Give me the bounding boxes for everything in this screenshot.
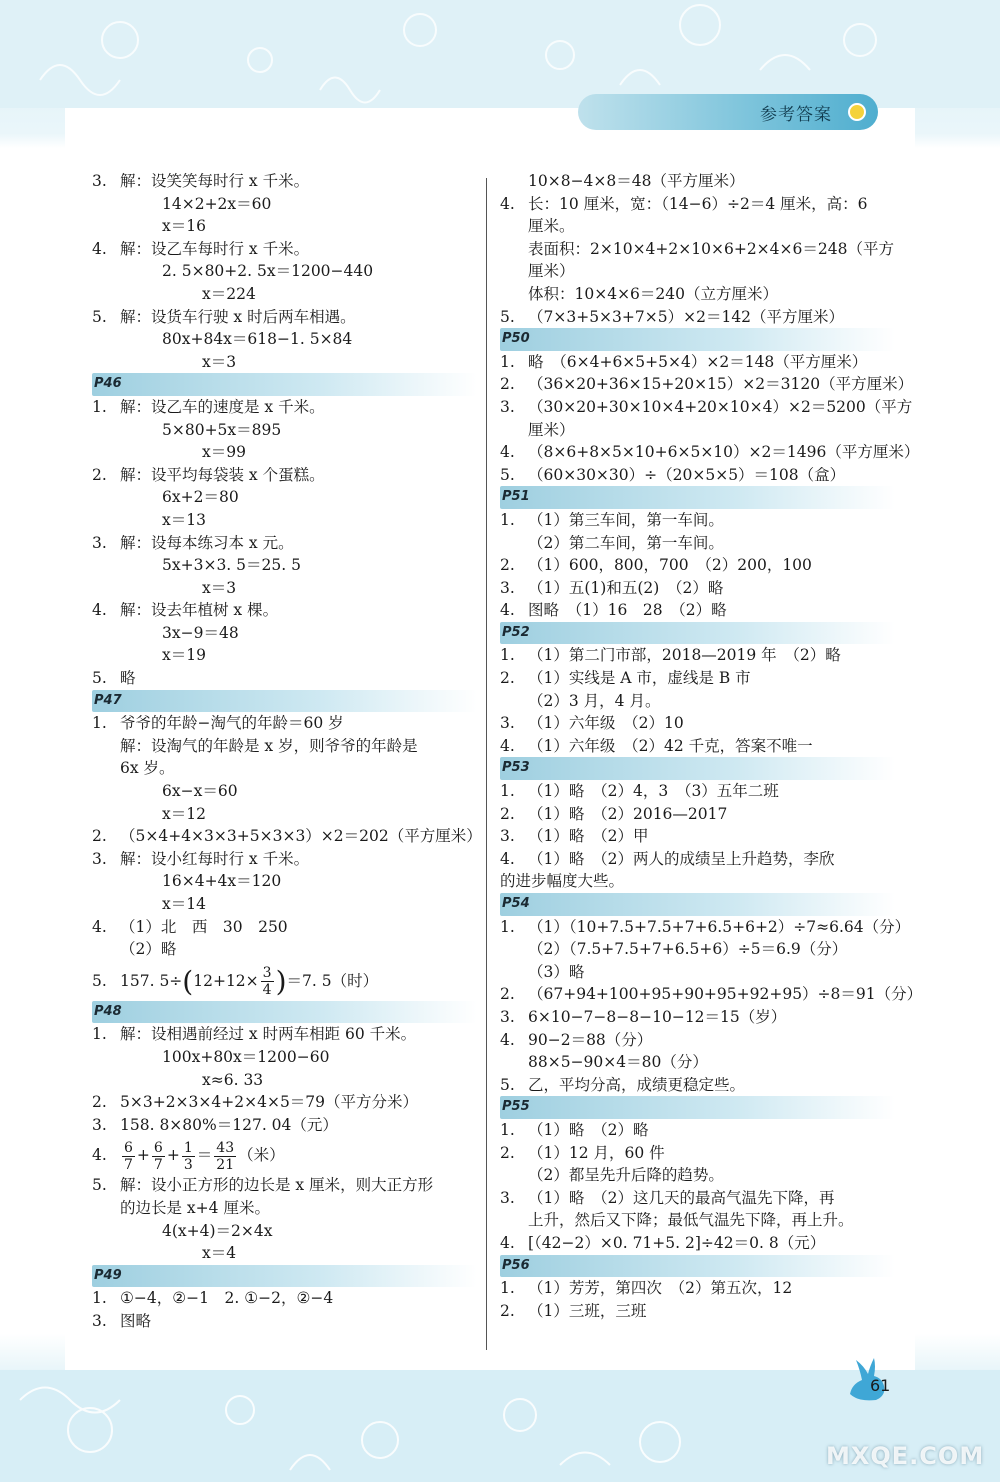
answer-line: （2）都呈先升后降的趋势。 xyxy=(528,1166,724,1185)
item-number: 3. xyxy=(92,1311,107,1330)
answer-line xyxy=(92,848,477,871)
answer-line xyxy=(500,306,895,329)
section-header: P51 xyxy=(500,486,895,509)
answer-text: （1）略 （2）这几天的最高气温先下降，再 xyxy=(528,1188,835,1207)
answer-line xyxy=(500,1006,895,1029)
item-number: 2. xyxy=(500,985,515,1004)
answer-line: 10×8−4×8＝48（平方厘米） xyxy=(528,172,745,190)
answer-line xyxy=(92,306,477,329)
section-header: P54 xyxy=(500,893,895,916)
answer-line: 14×2+2x＝60 xyxy=(162,194,272,213)
answer-line xyxy=(92,1114,477,1137)
answer-line: x＝16 xyxy=(162,217,206,236)
fraction xyxy=(122,1140,135,1173)
numerator: 43 xyxy=(216,1139,235,1156)
answer-text: 解：设小红每时行 x 千米。 xyxy=(120,849,310,868)
answer-text: （1）五(1)和五(2) （2）略 xyxy=(528,578,724,597)
answer-line xyxy=(92,170,477,193)
section-header: P55 xyxy=(500,1096,895,1119)
answer-line xyxy=(92,532,477,555)
answer-line xyxy=(500,1074,895,1097)
item-number: 2. xyxy=(500,1143,515,1162)
answer-line: （2）3 月，4 月。 xyxy=(528,691,661,710)
answer-line xyxy=(500,780,895,803)
answer-text: （1）12 月，60 件 xyxy=(528,1143,665,1162)
section-header: P50 xyxy=(500,328,895,351)
item-number: 2. xyxy=(500,804,515,823)
answer-text: （1）六年级 （2）10 xyxy=(528,714,684,733)
item-number: 2. xyxy=(92,827,107,846)
answer-text: 解：设每本练习本 x 元。 xyxy=(120,533,294,552)
answer-line: 体积：10×4×6＝240（立方厘米） xyxy=(528,284,779,303)
answer-line: x＝12 xyxy=(162,804,206,823)
answer-text: 6×10−7−8−8−10−12＝15（岁） xyxy=(528,1007,787,1026)
answer-line: x＝3 xyxy=(202,352,237,371)
item-number: 2. xyxy=(500,375,515,394)
answer-line: （3）略 xyxy=(528,962,585,981)
answer-text: 乙，平均分高，成绩更稳定些。 xyxy=(528,1075,746,1094)
item-number: 3. xyxy=(500,1188,515,1207)
section-header: P48 xyxy=(92,1001,477,1024)
section-header: P49 xyxy=(92,1265,477,1288)
answer-line xyxy=(500,351,895,374)
item-number: 4. xyxy=(500,849,515,868)
item-number: 4. xyxy=(92,601,107,620)
answer-text: 解：设平均每袋装 x 个蛋糕。 xyxy=(120,465,325,484)
answer-text: （1）略 （2）两人的成绩呈上升趋势，李欣 xyxy=(528,849,835,868)
item-number: 2. xyxy=(92,465,107,484)
answer-line: 的边长是 x+4 厘米。 xyxy=(120,1198,270,1217)
answer-text: （36×20+36×15+20×15）×2＝3120（平方厘米） xyxy=(528,375,914,394)
denominator: 4 xyxy=(262,982,272,999)
section-header: P46 xyxy=(92,373,477,396)
item-number: 1. xyxy=(92,1289,107,1308)
answer-text: （1）实线是 A 市，虚线是 B 市 xyxy=(528,669,751,688)
answer-line: 16×4+4x＝120 xyxy=(162,872,282,891)
answer-line xyxy=(92,712,477,735)
answer-line: 解：设淘气的年龄是 x 岁，则爷爷的年龄是 xyxy=(120,736,418,755)
section-header: P53 xyxy=(500,757,895,780)
answer-line: 80x+84x＝618−1. 5×84 xyxy=(162,330,353,349)
answer-line: 5×80+5x＝895 xyxy=(162,420,282,439)
item-number: 3. xyxy=(92,172,107,190)
left-column xyxy=(92,170,482,1333)
answer-line xyxy=(500,644,895,667)
answer-line xyxy=(92,1310,477,1333)
answer-line xyxy=(500,554,895,577)
item-number: 1. xyxy=(500,1120,515,1139)
answer-text: （8×6+8×5×10+6×5×10）×2＝1496（平方厘米） xyxy=(528,443,920,462)
answer-line: 88×5−90×4＝80（分） xyxy=(528,1053,708,1072)
answer-text: （米） xyxy=(238,1146,285,1165)
answer-line: 厘米） xyxy=(528,420,575,439)
item-number: 4. xyxy=(500,443,515,462)
answer-line xyxy=(500,848,895,871)
answer-line xyxy=(500,1232,895,1255)
answer-line: 4. $\frac{6}{7}$ + $\frac{6}{7}$ + $\frac{1}{3}$ ＝ $\frac{43}{21}$ （米） xyxy=(92,1136,477,1174)
answer-text: 解：设货车行驶 x 时后两车相遇。 xyxy=(120,307,356,326)
item-number: 3. xyxy=(92,1115,107,1134)
fraction xyxy=(152,1140,165,1173)
item-number: 1. xyxy=(500,782,515,801)
item-number: 3. xyxy=(92,849,107,868)
item-number: 2. xyxy=(500,1301,515,1320)
answer-text: （1）（10+7.5+7.5+7+6.5+6+2）÷7≈6.64（分） xyxy=(528,917,911,936)
answer-line: 100x+80x＝1200−60 xyxy=(162,1047,330,1066)
answer-text: （7×3+5×3+7×5）×2＝142（平方厘米） xyxy=(528,307,845,326)
answer-line: （2）第二车间，第一车间。 xyxy=(528,533,724,552)
item-number: 3. xyxy=(500,397,515,416)
answer-line xyxy=(92,238,477,261)
denominator: 3 xyxy=(183,1156,193,1173)
section-header: P47 xyxy=(92,690,477,713)
right-column xyxy=(500,170,923,1322)
answer-line xyxy=(92,396,477,419)
item-number: 1. xyxy=(500,510,515,529)
item-number: 3. xyxy=(500,827,515,846)
answer-text: 解：设小正方形的边长是 x 厘米，则大正方形 xyxy=(120,1176,434,1195)
item-number: 2. xyxy=(92,1093,107,1112)
answer-text: 解：设笑笑每时行 x 千米。 xyxy=(120,172,310,190)
item-number: 3. xyxy=(500,578,515,597)
answer-text: 略 （6×4+6×5+5×4）×2＝148（平方厘米） xyxy=(528,352,868,371)
answer-line: x≈6. 33 xyxy=(202,1070,264,1089)
yellow-dot-icon xyxy=(848,103,866,121)
answer-line xyxy=(500,667,895,690)
answer-line: （2）（7.5+7.5+7+6.5+6）÷5＝6.9（分） xyxy=(528,940,848,959)
numerator: 6 xyxy=(124,1139,133,1156)
answer-key-banner xyxy=(578,94,878,130)
denominator: 7 xyxy=(124,1156,133,1173)
item-number: 1. xyxy=(500,1279,515,1298)
item-number: 1. xyxy=(92,714,107,733)
answer-text: 158. 8×80%＝127. 04（元） xyxy=(120,1115,338,1134)
item-number: 4. xyxy=(500,1233,515,1252)
item-number: 5. xyxy=(92,971,107,990)
answer-text: ＝7. 5（时） xyxy=(286,971,379,990)
section-header: P52 xyxy=(500,622,895,645)
answer-line: 4(x+4)＝2×4x xyxy=(162,1221,273,1240)
answer-line xyxy=(500,1187,895,1210)
answer-text: 长：10 厘米，宽：（14−6）÷2＝4 厘米，高：6 xyxy=(528,194,868,213)
answer-line xyxy=(500,509,895,532)
item-number: 5. xyxy=(500,465,515,484)
answer-text: 略 xyxy=(120,669,136,688)
banner-title: 参考答案 xyxy=(760,104,832,125)
paren: ) xyxy=(275,964,287,998)
answer-text: 157. 5÷ xyxy=(120,971,183,990)
answer-line: 厘米。 xyxy=(528,217,575,236)
fraction xyxy=(214,1140,236,1173)
page-number: 61 xyxy=(870,1376,891,1395)
answer-text: （1）略 （2）4，3 （3）五年二班 xyxy=(528,782,779,801)
answer-text: 解：设相遇前经过 x 时两车相距 60 千米。 xyxy=(120,1025,417,1044)
top-decorative-border xyxy=(0,0,1000,108)
item-number: 5. xyxy=(500,307,515,326)
fraction xyxy=(261,965,274,998)
answer-line xyxy=(500,1300,895,1323)
answer-line xyxy=(92,464,477,487)
answer-line: x＝99 xyxy=(202,443,246,462)
answer-line: 6x 岁。 xyxy=(120,759,175,778)
answer-line xyxy=(500,441,920,464)
item-number: 4. xyxy=(92,239,107,258)
answer-line: 厘米） xyxy=(528,262,575,281)
answer-line: 2. 5×80+2. 5x＝1200−440 xyxy=(162,262,374,281)
answer-line: x＝224 xyxy=(202,284,256,303)
item-number: 4. xyxy=(92,1146,107,1165)
numerator: 6 xyxy=(153,1139,163,1156)
item-number: 4. xyxy=(500,194,515,213)
answer-line xyxy=(500,825,895,848)
answer-line xyxy=(500,916,911,939)
answer-line xyxy=(500,464,895,487)
answer-line xyxy=(500,577,895,600)
item-number: 1. xyxy=(92,397,107,416)
paren: ( xyxy=(182,964,194,998)
item-number: 4. xyxy=(92,917,107,936)
item-number: 3. xyxy=(500,1007,515,1026)
answer-text: 12+12× xyxy=(193,971,259,990)
answer-text: （1）略 （2）略 xyxy=(528,1120,649,1139)
answer-line xyxy=(500,983,923,1006)
answer-line: （2）略 xyxy=(120,940,177,959)
answer-line xyxy=(92,667,477,690)
answer-line xyxy=(500,373,914,396)
answer-text: 解：设乙车每时行 x 千米。 xyxy=(120,239,310,258)
item-number: 1. xyxy=(500,917,515,936)
answer-text: 解：设去年植树 x 棵。 xyxy=(120,601,279,620)
answer-line xyxy=(500,1119,895,1142)
answer-text: 图略 xyxy=(120,1311,152,1330)
answer-text: 5×3+2×3×4+2×4×5＝79（平方分米） xyxy=(120,1093,419,1112)
answer-text: （1）六年级 （2）42 千克，答案不唯一 xyxy=(528,736,813,755)
answer-line xyxy=(92,599,477,622)
answer-text: ①−4，②−1 2. ①−2，②−4 xyxy=(120,1289,334,1308)
answer-line xyxy=(92,916,477,939)
answer-line: x＝14 xyxy=(162,895,206,913)
answer-text: （1）略 （2）2016—2017 xyxy=(528,804,728,823)
answer-line: x＝4 xyxy=(202,1244,237,1263)
item-number: 2. xyxy=(500,669,515,688)
answer-text: （67+94+100+95+90+95+92+95）÷8＝91（分） xyxy=(528,985,923,1004)
answer-text: （1）北 西 30 250 xyxy=(120,917,288,936)
item-number: 4. xyxy=(500,601,515,620)
denominator: 21 xyxy=(216,1156,235,1173)
answer-text: （1）600，800，700 （2）200，100 xyxy=(528,556,812,575)
answer-text: （1）三班，三班 xyxy=(528,1301,647,1320)
answer-line xyxy=(500,803,895,826)
answer-line xyxy=(500,1277,895,1300)
answer-line xyxy=(92,825,482,848)
column-divider xyxy=(486,178,487,1350)
answer-line xyxy=(92,961,477,1001)
answer-line xyxy=(92,1023,477,1046)
item-number: 5. xyxy=(92,669,107,688)
numerator: 1 xyxy=(183,1139,193,1156)
answer-line: x＝19 xyxy=(162,646,206,665)
watermark: MXQE.COM xyxy=(826,1442,985,1470)
denominator: 7 xyxy=(153,1156,163,1173)
answer-text: 图略 （1）16 28 （2）略 xyxy=(528,601,727,620)
item-number: 1. xyxy=(500,646,515,665)
numerator: 3 xyxy=(262,965,272,982)
answer-line xyxy=(92,1287,477,1310)
answer-line xyxy=(500,735,895,758)
answer-line: 上升，然后又下降；最低气温先下降，再上升。 xyxy=(528,1211,854,1230)
item-number: 1. xyxy=(500,352,515,371)
answer-line xyxy=(500,599,895,622)
answer-text: （1）芳芳，第四次 （2）第五次，12 xyxy=(528,1279,793,1298)
item-number: 3. xyxy=(92,533,107,552)
answer-line: 6x−x＝60 xyxy=(162,782,238,801)
answer-text: （1）略 （2）甲 xyxy=(528,827,649,846)
item-number: 5. xyxy=(92,1176,107,1195)
item-number: 4. xyxy=(500,1030,515,1049)
item-number: 2. xyxy=(500,556,515,575)
answer-line xyxy=(500,396,913,419)
answer-line xyxy=(500,1142,895,1165)
answer-line: 表面积：2×10×4+2×10×6+2×4×6＝248（平方 xyxy=(528,239,894,258)
item-number: 3. xyxy=(500,714,515,733)
answer-line: 3x−9＝48 xyxy=(162,623,239,642)
answer-line xyxy=(92,1091,477,1114)
item-number: 5. xyxy=(92,307,107,326)
answer-text: （30×20+30×10×4+20×10×4）×2＝5200（平方 xyxy=(528,397,913,416)
item-number: 5. xyxy=(500,1075,515,1094)
answer-line: 6x+2＝80 xyxy=(162,488,239,507)
item-number: 1. xyxy=(92,1025,107,1044)
answer-line xyxy=(500,193,895,216)
answer-line: 5x+3×3. 5＝25. 5 xyxy=(162,556,301,575)
section-header: P56 xyxy=(500,1255,895,1278)
answer-text: （60×30×30）÷（20×5×5）＝108（盒） xyxy=(528,465,846,484)
answer-line: x＝3 xyxy=(202,578,237,597)
answer-line xyxy=(500,712,895,735)
answer-line xyxy=(92,1174,477,1197)
answer-text: （1）第二门市部，2018—2019 年 （2）略 xyxy=(528,646,841,665)
answer-line xyxy=(500,1029,895,1052)
fraction xyxy=(182,1140,195,1173)
answer-text: （1）第三车间，第一车间。 xyxy=(528,510,724,529)
answer-text: [（42−2）×0. 71+5. 2]÷42＝0. 8（元） xyxy=(528,1233,826,1252)
answer-line: x＝13 xyxy=(162,510,206,529)
item-number: 4. xyxy=(500,736,515,755)
answer-text: （5×4+4×3×3+5×3×3）×2＝202（平方厘米） xyxy=(120,827,482,846)
answer-line: 的进步幅度大些。 xyxy=(500,872,625,891)
answer-text: 解：设乙车的速度是 x 千米。 xyxy=(120,397,325,416)
answer-text: 90−2＝88（分） xyxy=(528,1030,653,1049)
answer-text: 爷爷的年龄−淘气的年龄＝60 岁 xyxy=(120,714,344,733)
